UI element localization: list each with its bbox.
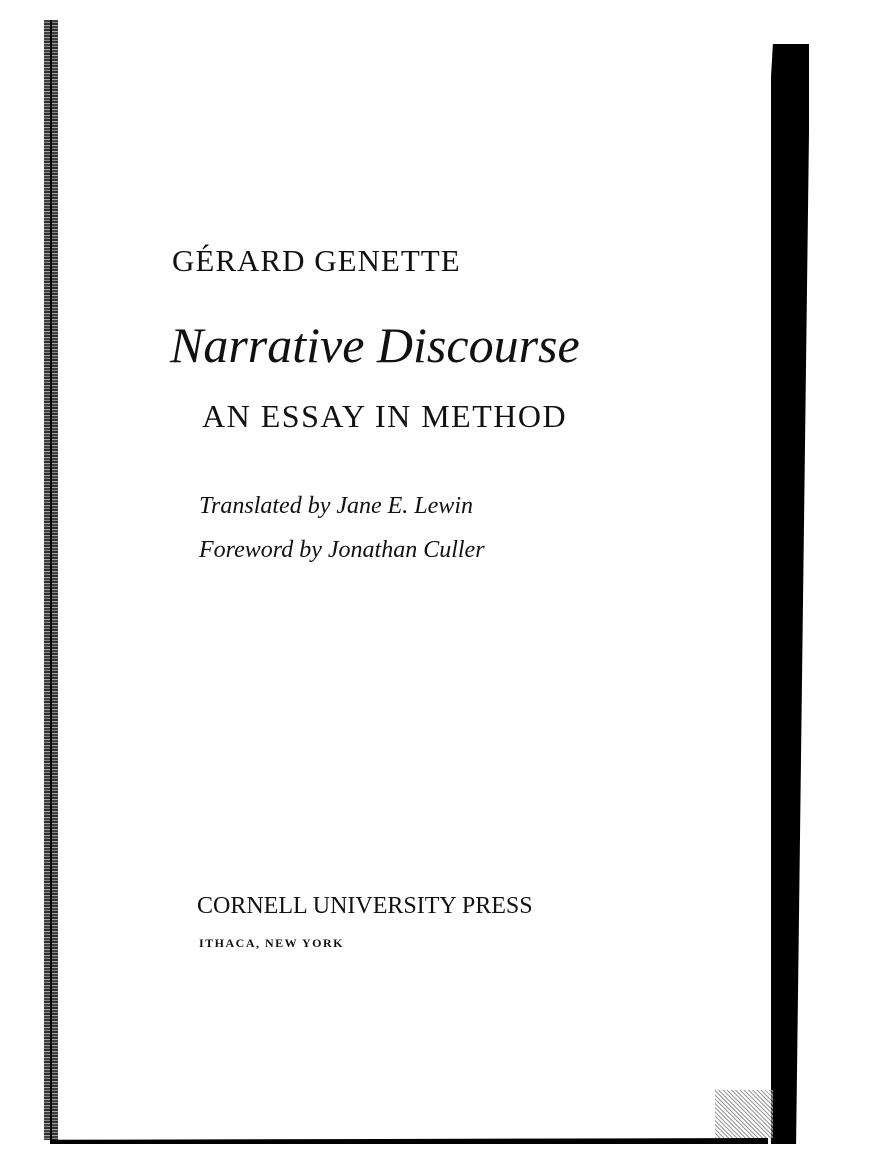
- translator-credit: Translated by Jane E. Lewin: [199, 493, 473, 519]
- left-page-edge-line: [50, 20, 52, 1140]
- scan-noise: [715, 1090, 773, 1138]
- foreword-credit: Foreword by Jonathan Culler: [199, 537, 485, 563]
- bottom-page-edge: [50, 1138, 768, 1144]
- book-title: Narrative Discourse: [170, 317, 580, 373]
- right-page-edge: [771, 44, 809, 1144]
- publisher-name: CORNELL UNIVERSITY PRESS: [197, 893, 533, 919]
- author-name: GÉRARD GENETTE: [172, 243, 461, 278]
- publisher-place: ITHACA, NEW YORK: [199, 936, 345, 950]
- book-subtitle: AN ESSAY IN METHOD: [202, 398, 568, 434]
